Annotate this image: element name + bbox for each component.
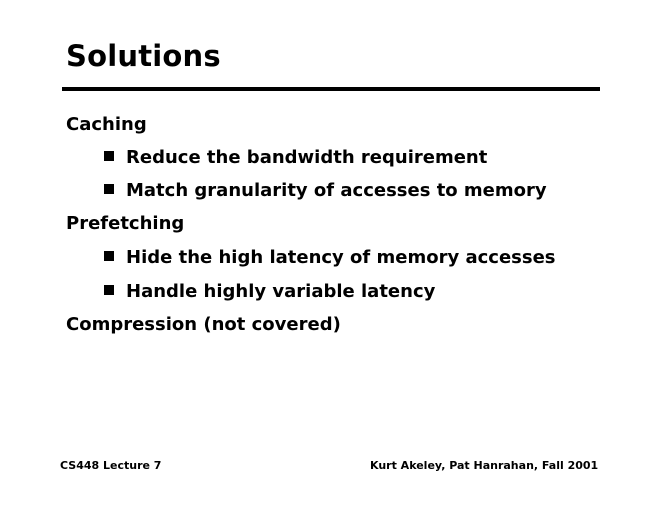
square-bullet-icon <box>104 285 114 295</box>
footer-course: CS448 Lecture 7 <box>60 459 162 472</box>
sub-bullet-text: Handle highly variable latency <box>126 281 436 302</box>
bullet-caching: Caching <box>66 114 147 135</box>
slide-title: Solutions <box>66 39 221 73</box>
title-divider <box>62 87 600 91</box>
sub-bullet-variable-latency <box>104 283 435 301</box>
square-bullet-icon <box>104 184 114 194</box>
square-bullet-icon <box>104 251 114 261</box>
footer-authors: Kurt Akeley, Pat Hanrahan, Fall 2001 <box>370 459 599 472</box>
sub-bullet-match-granularity <box>104 182 547 200</box>
sub-bullet-text: Hide the high latency of memory accesses <box>126 247 556 268</box>
sub-bullet-text: Match granularity of accesses to memory <box>126 180 547 201</box>
bullet-compression: Compression (not covered) <box>66 314 341 335</box>
bullet-prefetching: Prefetching <box>66 213 185 234</box>
sub-bullet-hide-latency <box>104 249 556 267</box>
square-bullet-icon <box>104 151 114 161</box>
sub-bullet-reduce-bandwidth <box>104 149 487 167</box>
sub-bullet-text: Reduce the bandwidth requirement <box>126 147 488 168</box>
